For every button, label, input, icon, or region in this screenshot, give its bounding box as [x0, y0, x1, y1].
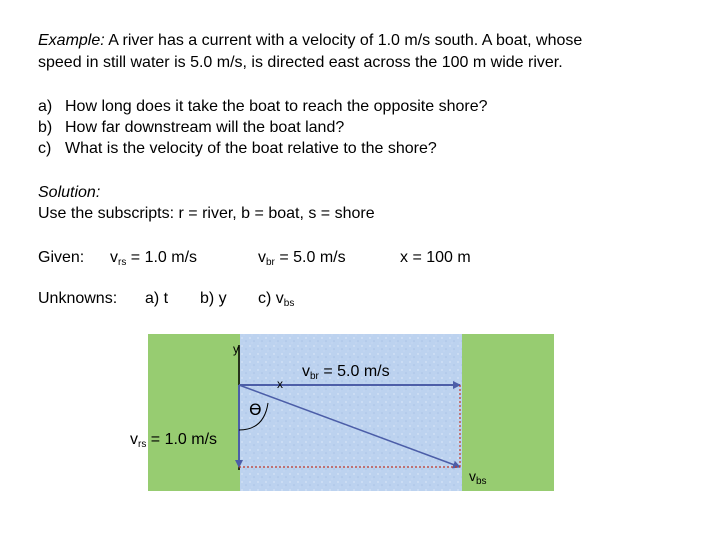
question-c: c) What is the velocity of the boat relative to the shore?: [38, 140, 437, 157]
unknowns-label: Unknowns:: [38, 290, 118, 307]
given-x: x = 100 m: [400, 249, 471, 266]
y-axis-label: y: [233, 342, 239, 356]
solution-heading: Solution:: [38, 184, 101, 201]
vbs-diagram-label: $v_{bs}$: [469, 468, 487, 487]
given-label: Given:: [38, 249, 85, 266]
given-vrs: $v_{rs} = 1.0$ m/s: [110, 249, 198, 268]
subscripts-line: Use the subscripts: r = river, b = boat, s = shore: [38, 205, 375, 222]
example-line-2: speed in still water is 5.0 m/s, is directed east across the 100 m wide river.: [38, 54, 563, 71]
theta-label: Ө: [249, 400, 262, 419]
example-line-1: Example: A river has a current with a velocity of 1.0 m/s south. A boat, whose: [38, 32, 583, 49]
x-axis-label: x: [277, 377, 283, 391]
unknown-c: c) $v_{bs}$: [258, 290, 295, 309]
question-b: b) How far downstream will the boat land?: [38, 119, 345, 136]
given-vbr: $v_{br} = 5.0$ m/s: [258, 249, 346, 268]
unknown-b: b) y: [200, 290, 227, 307]
question-a: a) How long does it take the boat to reach the opposite shore?: [38, 98, 488, 115]
vrs-diagram-label: vrs = 1.0 m/s: [130, 431, 218, 450]
example-label: Example:: [38, 32, 105, 49]
vbr-diagram-label: vbr = 5.0 m/s: [302, 363, 390, 382]
unknown-a: a) t: [145, 290, 169, 307]
